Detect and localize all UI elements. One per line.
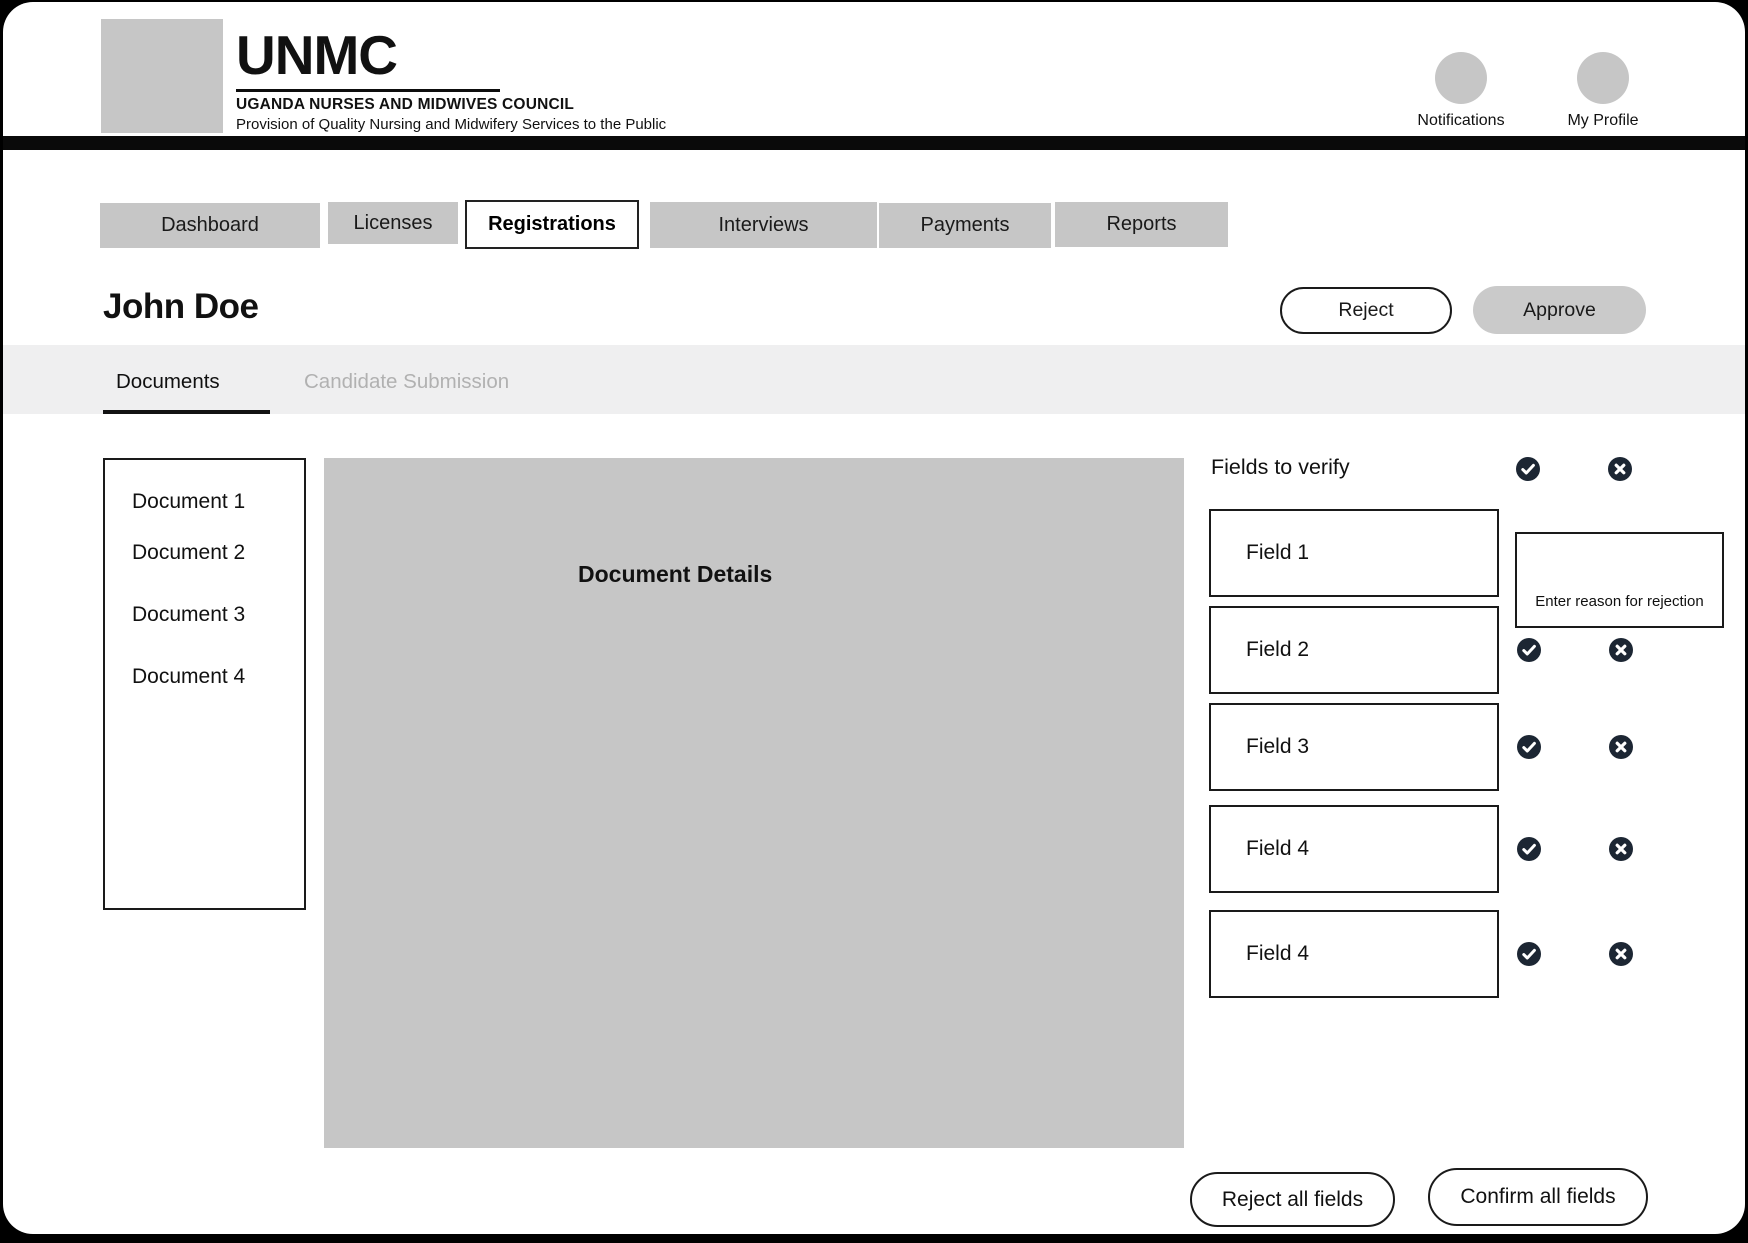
confirm-all-fields-button[interactable]: Confirm all fields — [1428, 1168, 1648, 1226]
document-preview — [324, 458, 1184, 1148]
approve-button[interactable]: Approve — [1473, 286, 1646, 334]
nav-tab-reports[interactable]: Reports — [1055, 202, 1228, 247]
document-list-item[interactable]: Document 2 — [132, 541, 246, 564]
field-input-4[interactable]: Field 4 — [1209, 805, 1499, 893]
notifications-label: Notifications — [1417, 112, 1505, 129]
document-list-item[interactable]: Document 4 — [132, 665, 246, 688]
org-name: UGANDA NURSES AND MIDWIVES COUNCIL — [236, 96, 575, 113]
brand-underline — [236, 89, 500, 92]
reject-field-icon[interactable] — [1609, 942, 1633, 966]
reject-button[interactable]: Reject — [1280, 287, 1452, 334]
field-input-3[interactable]: Field 3 — [1209, 703, 1499, 791]
app-window — [3, 2, 1745, 1234]
rejection-reason-input[interactable] — [1515, 532, 1724, 628]
brand-acronym: UNMC — [236, 24, 397, 86]
tab-documents[interactable]: Documents — [116, 370, 220, 393]
page-title: John Doe — [103, 287, 259, 326]
confirm-field-icon[interactable] — [1517, 638, 1541, 662]
fields-panel-heading: Fields to verify — [1211, 455, 1350, 479]
reject-field-icon[interactable] — [1609, 735, 1633, 759]
nav-tab-registrations[interactable]: Registrations — [465, 200, 639, 249]
document-preview-label: Document Details — [578, 561, 773, 587]
profile-label: My Profile — [1567, 112, 1639, 129]
header-divider — [3, 136, 1745, 150]
field-input-2[interactable]: Field 2 — [1209, 606, 1499, 694]
reject-field-icon[interactable] — [1609, 837, 1633, 861]
confirm-field-icon[interactable] — [1516, 457, 1540, 481]
tab-candidate-submission[interactable]: Candidate Submission — [304, 370, 510, 393]
nav-tab-dashboard[interactable]: Dashboard — [100, 203, 320, 248]
field-input-1[interactable]: Field 1 — [1209, 509, 1499, 597]
reject-all-fields-button[interactable]: Reject all fields — [1190, 1172, 1395, 1227]
rejection-reason-placeholder: Enter reason for rejection — [1535, 593, 1704, 610]
nav-tab-payments[interactable]: Payments — [879, 203, 1051, 248]
org-tagline: Provision of Quality Nursing and Midwifery Services to the Public — [236, 116, 667, 133]
subtab-bar — [3, 345, 1745, 414]
logo-placeholder — [101, 19, 223, 133]
confirm-field-icon[interactable] — [1517, 735, 1541, 759]
active-tab-underline — [103, 410, 270, 414]
confirm-field-icon[interactable] — [1517, 837, 1541, 861]
nav-tab-licenses[interactable]: Licenses — [328, 202, 458, 244]
field-input-5[interactable]: Field 4 — [1209, 910, 1499, 998]
nav-tab-interviews[interactable]: Interviews — [650, 202, 877, 248]
notifications-icon[interactable] — [1435, 52, 1487, 104]
confirm-field-icon[interactable] — [1517, 942, 1541, 966]
document-list — [103, 458, 306, 910]
document-list-item[interactable]: Document 3 — [132, 603, 246, 626]
reject-field-icon[interactable] — [1609, 638, 1633, 662]
reject-field-icon[interactable] — [1608, 457, 1632, 481]
profile-avatar[interactable] — [1577, 52, 1629, 104]
document-list-item[interactable]: Document 1 — [132, 490, 246, 513]
